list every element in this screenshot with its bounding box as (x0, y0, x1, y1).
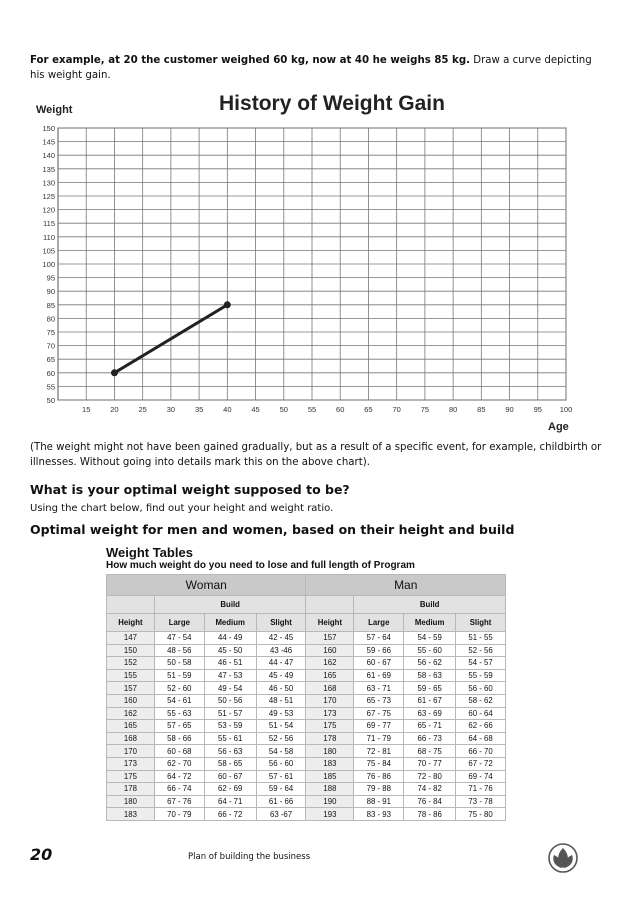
woman-height-cell: 157 (107, 682, 155, 695)
x-tick-label: 25 (138, 405, 147, 414)
man-medium-cell: 59 - 65 (404, 682, 456, 695)
x-tick-label: 70 (392, 405, 401, 414)
man-medium-cell: 72 - 80 (404, 770, 456, 783)
table-row (107, 732, 506, 745)
man-large-cell: 65 - 73 (354, 694, 404, 707)
woman-slight-cell: 63 -67 (256, 808, 306, 821)
col-large-man: Large (354, 614, 404, 632)
woman-height-cell: 162 (107, 707, 155, 720)
man-medium-cell: 70 - 77 (404, 757, 456, 770)
man-height-cell: 178 (306, 732, 354, 745)
man-height-cell: 160 (306, 644, 354, 657)
woman-medium-cell: 49 - 54 (204, 682, 256, 695)
x-tick-label: 85 (477, 405, 486, 414)
man-height-cell: 165 (306, 669, 354, 682)
man-medium-cell: 56 - 62 (404, 657, 456, 670)
man-slight-cell: 54 - 57 (456, 657, 506, 670)
man-slight-cell: 66 - 70 (456, 745, 506, 758)
y-tick-label: 140 (42, 151, 55, 161)
woman-large-cell: 64 - 72 (154, 770, 204, 783)
woman-slight-cell: 59 - 64 (256, 783, 306, 796)
man-large-cell: 83 - 93 (354, 808, 404, 821)
woman-height-cell: 180 (107, 795, 155, 808)
woman-large-cell: 51 - 59 (154, 669, 204, 682)
woman-medium-cell: 66 - 72 (204, 808, 256, 821)
chart-title: History of Weight Gain (219, 92, 445, 115)
col-slight-woman: Slight (256, 614, 306, 632)
y-tick-label: 130 (42, 178, 55, 188)
man-large-cell: 71 - 79 (354, 732, 404, 745)
man-medium-cell: 55 - 60 (404, 644, 456, 657)
y-tick-label: 90 (46, 287, 55, 297)
x-tick-label: 100 (559, 405, 573, 414)
y-tick-label: 75 (46, 328, 55, 337)
woman-large-cell: 52 - 60 (154, 682, 204, 695)
man-slight-cell: 60 - 64 (456, 707, 506, 720)
woman-large-cell: 50 - 58 (154, 657, 204, 670)
y-tick-label: 115 (43, 219, 55, 229)
intro-bold: For example, at 20 the customer weighed 60 kg, now at 40 he weighs 85 kg. (30, 55, 470, 66)
x-tick-label: 50 (279, 405, 288, 414)
table-row (107, 707, 506, 720)
man-height-cell: 183 (306, 757, 354, 770)
man-slight-cell: 69 - 74 (456, 770, 506, 783)
table-row (107, 783, 506, 796)
woman-slight-cell: 48 - 51 (256, 694, 306, 707)
man-height-cell: 170 (306, 694, 354, 707)
question-subtext: Using the chart below, find out your height and weight ratio. (30, 503, 334, 514)
x-tick-label: 45 (251, 405, 260, 414)
chart-y-ticks (42, 124, 55, 405)
chart-y-label: Weight (36, 104, 73, 116)
col-large-woman: Large (154, 614, 204, 632)
man-large-cell: 72 - 81 (354, 745, 404, 758)
woman-large-cell: 58 - 66 (154, 732, 204, 745)
question-heading: What is your optimal weight supposed to be? (30, 482, 350, 497)
man-header: Man (306, 575, 506, 596)
woman-height-cell: 147 (107, 632, 155, 645)
man-height-cell: 162 (306, 657, 354, 670)
intro-normal: Draw a curve depicting his weight gain. (30, 55, 592, 81)
col-slight-man: Slight (456, 614, 506, 632)
man-height-cell: 190 (306, 795, 354, 808)
woman-large-cell: 48 - 56 (154, 644, 204, 657)
x-tick-label: 15 (82, 405, 91, 414)
woman-height-cell: 183 (107, 808, 155, 821)
man-height-cell: 180 (306, 745, 354, 758)
woman-medium-cell: 64 - 71 (204, 795, 256, 808)
man-medium-cell: 54 - 59 (404, 632, 456, 645)
woman-large-cell: 60 - 68 (154, 745, 204, 758)
woman-height-cell: 178 (107, 783, 155, 796)
x-tick-label: 55 (307, 405, 317, 414)
woman-slight-cell: 51 - 54 (256, 720, 306, 733)
y-tick-label: 100 (42, 260, 55, 269)
man-slight-cell: 67 - 72 (456, 757, 506, 770)
man-large-cell: 59 - 66 (354, 644, 404, 657)
man-slight-cell: 75 - 80 (456, 808, 506, 821)
man-medium-cell: 76 - 84 (404, 795, 456, 808)
x-tick-label: 80 (448, 405, 458, 414)
y-tick-label: 55 (46, 382, 55, 392)
woman-build-spacer (107, 596, 155, 614)
weight-tables-subtitle: How much weight do you need to lose and full length of Program (106, 560, 415, 571)
man-large-cell: 60 - 67 (354, 657, 404, 670)
y-tick-label: 95 (46, 273, 55, 283)
woman-medium-cell: 56 - 63 (204, 745, 256, 758)
woman-medium-cell: 50 - 56 (204, 694, 256, 707)
y-tick-label: 120 (42, 205, 55, 215)
y-tick-label: 150 (42, 124, 55, 133)
woman-medium-cell: 58 - 65 (204, 757, 256, 770)
woman-height-cell: 165 (107, 720, 155, 733)
weight-gain-chart (28, 88, 576, 436)
man-height-cell: 168 (306, 682, 354, 695)
man-slight-cell: 62 - 66 (456, 720, 506, 733)
man-build-spacer (306, 596, 354, 614)
woman-build-header: Build (154, 596, 306, 614)
y-tick-label: 60 (46, 368, 55, 378)
data-point (224, 301, 231, 308)
chart-x-ticks (82, 405, 572, 414)
table-row (107, 669, 506, 682)
y-tick-label: 135 (42, 164, 55, 174)
man-height-cell: 188 (306, 783, 354, 796)
man-medium-cell: 68 - 75 (404, 745, 456, 758)
man-slight-cell: 71 - 76 (456, 783, 506, 796)
woman-slight-cell: 45 - 49 (256, 669, 306, 682)
woman-height-cell: 170 (107, 745, 155, 758)
woman-slight-cell: 46 - 50 (256, 682, 306, 695)
table-row (107, 644, 506, 657)
y-tick-label: 105 (42, 246, 55, 256)
man-large-cell: 79 - 88 (354, 783, 404, 796)
x-tick-label: 30 (166, 405, 176, 414)
woman-medium-cell: 44 - 49 (204, 632, 256, 645)
woman-medium-cell: 60 - 67 (204, 770, 256, 783)
leaf-logo-icon (548, 843, 578, 873)
woman-slight-cell: 54 - 58 (256, 745, 306, 758)
data-point (111, 369, 118, 376)
woman-slight-cell: 61 - 66 (256, 795, 306, 808)
woman-slight-cell: 42 - 45 (256, 632, 306, 645)
woman-medium-cell: 47 - 53 (204, 669, 256, 682)
table-row (107, 694, 506, 707)
woman-height-cell: 152 (107, 657, 155, 670)
man-medium-cell: 61 - 67 (404, 694, 456, 707)
x-tick-label: 20 (110, 405, 119, 414)
man-large-cell: 76 - 86 (354, 770, 404, 783)
man-slight-cell: 51 - 55 (456, 632, 506, 645)
woman-slight-cell: 43 -46 (256, 644, 306, 657)
woman-height-cell: 155 (107, 669, 155, 682)
woman-height-cell: 160 (107, 694, 155, 707)
woman-medium-cell: 51 - 57 (204, 707, 256, 720)
y-tick-label: 110 (43, 232, 55, 242)
intro-paragraph (30, 53, 600, 83)
woman-slight-cell: 57 - 61 (256, 770, 306, 783)
table-row (107, 745, 506, 758)
woman-large-cell: 70 - 79 (154, 808, 204, 821)
man-large-cell: 63 - 71 (354, 682, 404, 695)
woman-large-cell: 47 - 54 (154, 632, 204, 645)
woman-height-cell: 168 (107, 732, 155, 745)
woman-medium-cell: 45 - 50 (204, 644, 256, 657)
optimal-weight-heading: Optimal weight for men and women, based on their height and build (30, 522, 515, 537)
chart-x-label: Age (548, 421, 569, 433)
table-row (107, 770, 506, 783)
man-slight-cell: 56 - 60 (456, 682, 506, 695)
chart-note: (The weight might not have been gained gradually, but as a result of a specific event, for example, childbirth or illnesses. Without going into details mark this on the above chart). (30, 442, 602, 468)
col-height-woman: Height (107, 614, 155, 632)
woman-slight-cell: 44 - 47 (256, 657, 306, 670)
woman-medium-cell: 62 - 69 (204, 783, 256, 796)
man-large-cell: 88 - 91 (354, 795, 404, 808)
woman-medium-cell: 46 - 51 (204, 657, 256, 670)
weight-table-body (107, 632, 506, 821)
table-row (107, 795, 506, 808)
x-tick-label: 90 (505, 405, 514, 414)
y-tick-label: 145 (42, 137, 55, 147)
page-number: 20 (30, 845, 53, 864)
man-slight-cell: 55 - 59 (456, 669, 506, 682)
y-tick-label: 80 (46, 314, 55, 324)
man-height-cell: 193 (306, 808, 354, 821)
x-tick-label: 60 (336, 405, 345, 414)
man-medium-cell: 58 - 63 (404, 669, 456, 682)
man-height-cell: 173 (306, 707, 354, 720)
x-tick-label: 95 (533, 405, 542, 414)
man-medium-cell: 65 - 71 (404, 720, 456, 733)
table-row (107, 808, 506, 821)
man-height-cell: 175 (306, 720, 354, 733)
x-tick-label: 65 (364, 405, 373, 414)
y-tick-label: 125 (42, 192, 55, 201)
man-slight-cell: 73 - 78 (456, 795, 506, 808)
footer-text: Plan of building the business (188, 852, 311, 862)
y-tick-label: 65 (46, 355, 55, 365)
man-medium-cell: 78 - 86 (404, 808, 456, 821)
y-tick-label: 70 (46, 341, 55, 351)
y-tick-label: 50 (46, 396, 55, 405)
woman-large-cell: 66 - 74 (154, 783, 204, 796)
table-row (107, 632, 506, 645)
woman-slight-cell: 49 - 53 (256, 707, 306, 720)
woman-height-cell: 175 (107, 770, 155, 783)
weight-table (106, 574, 506, 821)
woman-medium-cell: 55 - 61 (204, 732, 256, 745)
man-large-cell: 75 - 84 (354, 757, 404, 770)
weight-tables (106, 545, 506, 821)
man-build-header: Build (354, 596, 506, 614)
woman-medium-cell: 53 - 59 (204, 720, 256, 733)
col-height-man: Height (306, 614, 354, 632)
man-slight-cell: 64 - 68 (456, 732, 506, 745)
y-tick-label: 85 (46, 300, 55, 310)
table-row (107, 682, 506, 695)
x-tick-label: 40 (223, 405, 232, 414)
man-large-cell: 69 - 77 (354, 720, 404, 733)
woman-large-cell: 57 - 65 (154, 720, 204, 733)
woman-large-cell: 62 - 70 (154, 757, 204, 770)
col-medium-woman: Medium (204, 614, 256, 632)
table-row (107, 720, 506, 733)
man-medium-cell: 66 - 73 (404, 732, 456, 745)
woman-height-cell: 173 (107, 757, 155, 770)
col-medium-man: Medium (404, 614, 456, 632)
table-row (107, 757, 506, 770)
x-tick-label: 75 (420, 405, 430, 414)
man-large-cell: 57 - 64 (354, 632, 404, 645)
weight-tables-title: Weight Tables (106, 545, 193, 560)
woman-large-cell: 54 - 61 (154, 694, 204, 707)
man-slight-cell: 52 - 56 (456, 644, 506, 657)
woman-height-cell: 150 (107, 644, 155, 657)
woman-header: Woman (107, 575, 306, 596)
man-medium-cell: 74 - 82 (404, 783, 456, 796)
woman-large-cell: 67 - 76 (154, 795, 204, 808)
table-row (107, 657, 506, 670)
woman-slight-cell: 56 - 60 (256, 757, 306, 770)
man-slight-cell: 58 - 62 (456, 694, 506, 707)
man-medium-cell: 63 - 69 (404, 707, 456, 720)
man-large-cell: 61 - 69 (354, 669, 404, 682)
woman-slight-cell: 52 - 56 (256, 732, 306, 745)
woman-large-cell: 55 - 63 (154, 707, 204, 720)
man-large-cell: 67 - 75 (354, 707, 404, 720)
x-tick-label: 35 (194, 405, 204, 414)
man-height-cell: 157 (306, 632, 354, 645)
man-height-cell: 185 (306, 770, 354, 783)
